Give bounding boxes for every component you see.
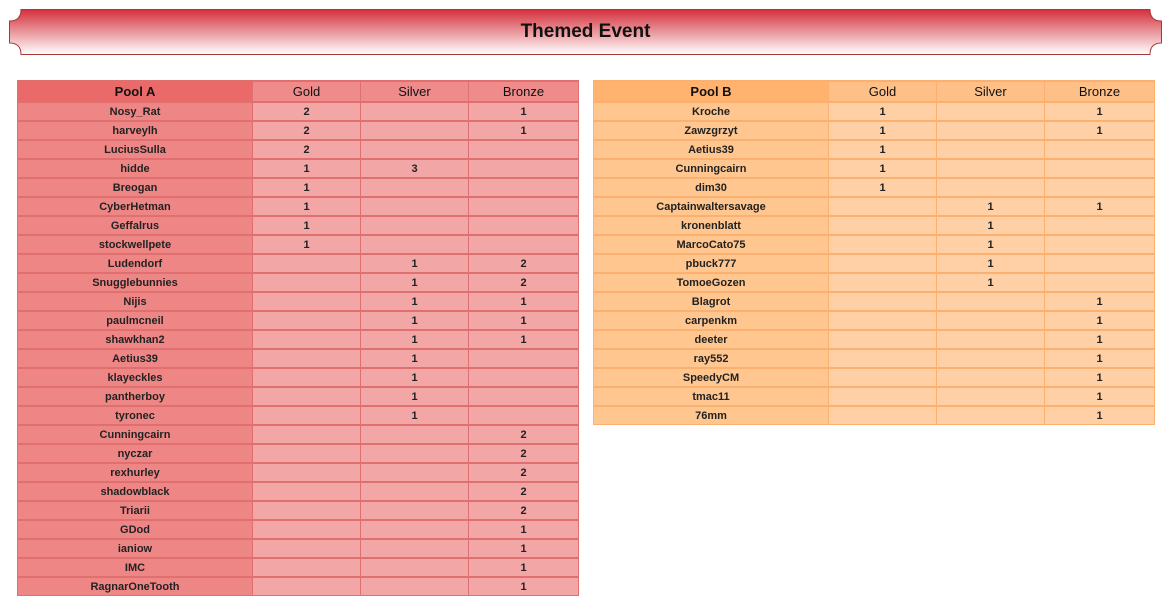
bronze-count: 1 [1045, 406, 1155, 425]
gold-count [829, 254, 937, 273]
player-name: ray552 [594, 349, 829, 368]
table-row [18, 235, 579, 254]
player-name: klayeckles [18, 368, 253, 387]
player-name: Aetius39 [594, 140, 829, 159]
bronze-count [469, 235, 579, 254]
pool-a-header-row [18, 81, 579, 102]
table-row [18, 216, 579, 235]
silver-count [361, 216, 469, 235]
silver-count [361, 539, 469, 558]
table-row [18, 368, 579, 387]
gold-count [829, 387, 937, 406]
bronze-count [1045, 140, 1155, 159]
table-row [18, 311, 579, 330]
table-row [594, 330, 1155, 349]
bronze-count [469, 387, 579, 406]
pool-a-table [17, 80, 579, 596]
gold-count [253, 330, 361, 349]
silver-count [937, 121, 1045, 140]
table-row [594, 368, 1155, 387]
bronze-count [1045, 159, 1155, 178]
silver-count [937, 406, 1045, 425]
silver-count [937, 330, 1045, 349]
player-name: TomoeGozen [594, 273, 829, 292]
player-name: kronenblatt [594, 216, 829, 235]
pool-b-gold-header: Gold [829, 81, 937, 102]
table-row [594, 311, 1155, 330]
player-name: harveylh [18, 121, 253, 140]
table-row [18, 520, 579, 539]
bronze-count [1045, 235, 1155, 254]
pool-a-gold-header: Gold [253, 81, 361, 102]
player-name: Breogan [18, 178, 253, 197]
table-row [594, 102, 1155, 121]
gold-count [253, 273, 361, 292]
pool-b-header-row [594, 81, 1155, 102]
gold-count [253, 482, 361, 501]
silver-count [937, 159, 1045, 178]
player-name: Cunningcairn [594, 159, 829, 178]
table-row [594, 216, 1155, 235]
player-name: rexhurley [18, 463, 253, 482]
table-row [594, 178, 1155, 197]
player-name: Snugglebunnies [18, 273, 253, 292]
silver-count [937, 368, 1045, 387]
player-name: Triarii [18, 501, 253, 520]
gold-count: 1 [829, 140, 937, 159]
player-name: Nijis [18, 292, 253, 311]
bronze-count: 1 [1045, 349, 1155, 368]
player-name: Geffalrus [18, 216, 253, 235]
table-row [18, 482, 579, 501]
bronze-count: 1 [469, 539, 579, 558]
pool-a-silver-header: Silver [361, 81, 469, 102]
table-row [594, 254, 1155, 273]
bronze-count: 1 [469, 121, 579, 140]
gold-count [253, 558, 361, 577]
gold-count [253, 501, 361, 520]
silver-count: 1 [937, 235, 1045, 254]
gold-count [829, 235, 937, 254]
player-name: GDod [18, 520, 253, 539]
pool-b-bronze-header: Bronze [1045, 81, 1155, 102]
silver-count [361, 121, 469, 140]
silver-count [361, 140, 469, 159]
table-row [18, 178, 579, 197]
gold-count: 1 [829, 178, 937, 197]
gold-count [829, 406, 937, 425]
player-name: CyberHetman [18, 197, 253, 216]
silver-count: 1 [361, 254, 469, 273]
silver-count [361, 444, 469, 463]
silver-count [361, 197, 469, 216]
silver-count: 3 [361, 159, 469, 178]
silver-count [361, 577, 469, 596]
gold-count [253, 577, 361, 596]
silver-count: 1 [361, 349, 469, 368]
table-row [18, 539, 579, 558]
table-row [594, 140, 1155, 159]
gold-count: 1 [253, 216, 361, 235]
player-name: tmac11 [594, 387, 829, 406]
gold-count [829, 292, 937, 311]
player-name: Nosy_Rat [18, 102, 253, 121]
table-row [594, 197, 1155, 216]
silver-count: 1 [361, 273, 469, 292]
silver-count [361, 520, 469, 539]
table-row [18, 273, 579, 292]
player-name: paulmcneil [18, 311, 253, 330]
bronze-count: 1 [469, 311, 579, 330]
pool-b-silver-header: Silver [937, 81, 1045, 102]
gold-count [253, 444, 361, 463]
bronze-count [469, 349, 579, 368]
gold-count [829, 311, 937, 330]
silver-count [361, 102, 469, 121]
table-row [18, 197, 579, 216]
bronze-count [469, 178, 579, 197]
pool-b-title: Pool B [594, 81, 829, 102]
bronze-count: 1 [1045, 311, 1155, 330]
silver-count [361, 463, 469, 482]
gold-count: 1 [253, 235, 361, 254]
table-row [18, 254, 579, 273]
gold-count [253, 349, 361, 368]
bronze-count: 2 [469, 463, 579, 482]
bronze-count: 1 [469, 292, 579, 311]
silver-count: 1 [361, 311, 469, 330]
table-row [594, 235, 1155, 254]
gold-count [253, 520, 361, 539]
table-row [18, 159, 579, 178]
bronze-count [469, 197, 579, 216]
table-row [18, 140, 579, 159]
table-row [594, 292, 1155, 311]
bronze-count: 2 [469, 254, 579, 273]
gold-count [829, 330, 937, 349]
gold-count: 1 [829, 121, 937, 140]
pool-a-bronze-header: Bronze [469, 81, 579, 102]
silver-count [937, 387, 1045, 406]
bronze-count [469, 140, 579, 159]
gold-count [253, 463, 361, 482]
bronze-count: 1 [1045, 197, 1155, 216]
table-row [18, 330, 579, 349]
silver-count: 1 [937, 254, 1045, 273]
gold-count [253, 425, 361, 444]
silver-count [361, 235, 469, 254]
gold-count: 2 [253, 102, 361, 121]
table-row [18, 121, 579, 140]
bronze-count: 2 [469, 425, 579, 444]
player-name: Kroche [594, 102, 829, 121]
player-name: pantherboy [18, 387, 253, 406]
bronze-count: 1 [1045, 292, 1155, 311]
silver-count [937, 349, 1045, 368]
bronze-count: 1 [1045, 121, 1155, 140]
gold-count [253, 406, 361, 425]
player-name: pbuck777 [594, 254, 829, 273]
table-row [18, 501, 579, 520]
player-name: dim30 [594, 178, 829, 197]
table-row [18, 406, 579, 425]
player-name: Captainwaltersavage [594, 197, 829, 216]
table-row [594, 406, 1155, 425]
bronze-count: 2 [469, 444, 579, 463]
pool-b-table [593, 80, 1155, 425]
player-name: IMC [18, 558, 253, 577]
table-row [18, 463, 579, 482]
silver-count [361, 558, 469, 577]
gold-count [253, 368, 361, 387]
gold-count [829, 368, 937, 387]
silver-count [361, 178, 469, 197]
table-row [18, 102, 579, 121]
player-name: MarcoCato75 [594, 235, 829, 254]
title-banner [9, 9, 1162, 55]
bronze-count [469, 216, 579, 235]
silver-count [361, 501, 469, 520]
bronze-count: 2 [469, 482, 579, 501]
gold-count: 1 [829, 159, 937, 178]
bronze-count [1045, 216, 1155, 235]
player-name: 76mm [594, 406, 829, 425]
gold-count [829, 216, 937, 235]
silver-count [937, 292, 1045, 311]
player-name: Zawzgrzyt [594, 121, 829, 140]
gold-count [829, 197, 937, 216]
gold-count: 2 [253, 140, 361, 159]
bronze-count [1045, 273, 1155, 292]
table-row [18, 349, 579, 368]
bronze-count: 1 [469, 102, 579, 121]
bronze-count [1045, 178, 1155, 197]
silver-count [937, 140, 1045, 159]
bronze-count: 1 [469, 558, 579, 577]
table-row [594, 159, 1155, 178]
table-row [18, 425, 579, 444]
silver-count: 1 [361, 387, 469, 406]
table-row [18, 387, 579, 406]
gold-count [829, 349, 937, 368]
gold-count: 1 [829, 102, 937, 121]
player-name: RagnarOneTooth [18, 577, 253, 596]
player-name: SpeedyCM [594, 368, 829, 387]
player-name: LuciusSulla [18, 140, 253, 159]
silver-count: 1 [361, 330, 469, 349]
bronze-count: 1 [1045, 387, 1155, 406]
gold-count: 1 [253, 159, 361, 178]
gold-count [253, 539, 361, 558]
table-row [594, 273, 1155, 292]
player-name: carpenkm [594, 311, 829, 330]
silver-count [937, 178, 1045, 197]
table-row [594, 387, 1155, 406]
bronze-count [469, 368, 579, 387]
silver-count: 1 [937, 273, 1045, 292]
silver-count [937, 311, 1045, 330]
player-name: Ludendorf [18, 254, 253, 273]
gold-count [253, 311, 361, 330]
table-row [594, 349, 1155, 368]
player-name: tyronec [18, 406, 253, 425]
player-name: ianiow [18, 539, 253, 558]
pool-a-title: Pool A [18, 81, 253, 102]
gold-count [829, 273, 937, 292]
silver-count: 1 [361, 368, 469, 387]
silver-count [361, 482, 469, 501]
bronze-count: 1 [1045, 330, 1155, 349]
table-row [18, 577, 579, 596]
bronze-count: 1 [1045, 102, 1155, 121]
gold-count [253, 387, 361, 406]
page-title: Themed Event [520, 21, 651, 42]
silver-count: 1 [937, 216, 1045, 235]
gold-count [253, 254, 361, 273]
bronze-count [469, 406, 579, 425]
table-row [18, 292, 579, 311]
bronze-count: 2 [469, 273, 579, 292]
player-name: deeter [594, 330, 829, 349]
player-name: Aetius39 [18, 349, 253, 368]
gold-count: 1 [253, 178, 361, 197]
player-name: Cunningcairn [18, 425, 253, 444]
bronze-count: 1 [469, 330, 579, 349]
gold-count: 2 [253, 121, 361, 140]
player-name: shadowblack [18, 482, 253, 501]
table-row [18, 558, 579, 577]
player-name: shawkhan2 [18, 330, 253, 349]
bronze-count: 2 [469, 501, 579, 520]
bronze-count [1045, 254, 1155, 273]
silver-count: 1 [361, 406, 469, 425]
player-name: stockwellpete [18, 235, 253, 254]
silver-count: 1 [937, 197, 1045, 216]
bronze-count: 1 [469, 577, 579, 596]
player-name: hidde [18, 159, 253, 178]
silver-count: 1 [361, 292, 469, 311]
bronze-count [469, 159, 579, 178]
gold-count [253, 292, 361, 311]
gold-count: 1 [253, 197, 361, 216]
player-name: Blagrot [594, 292, 829, 311]
player-name: nyczar [18, 444, 253, 463]
bronze-count: 1 [469, 520, 579, 539]
silver-count [937, 102, 1045, 121]
table-row [18, 444, 579, 463]
bronze-count: 1 [1045, 368, 1155, 387]
silver-count [361, 425, 469, 444]
table-row [594, 121, 1155, 140]
